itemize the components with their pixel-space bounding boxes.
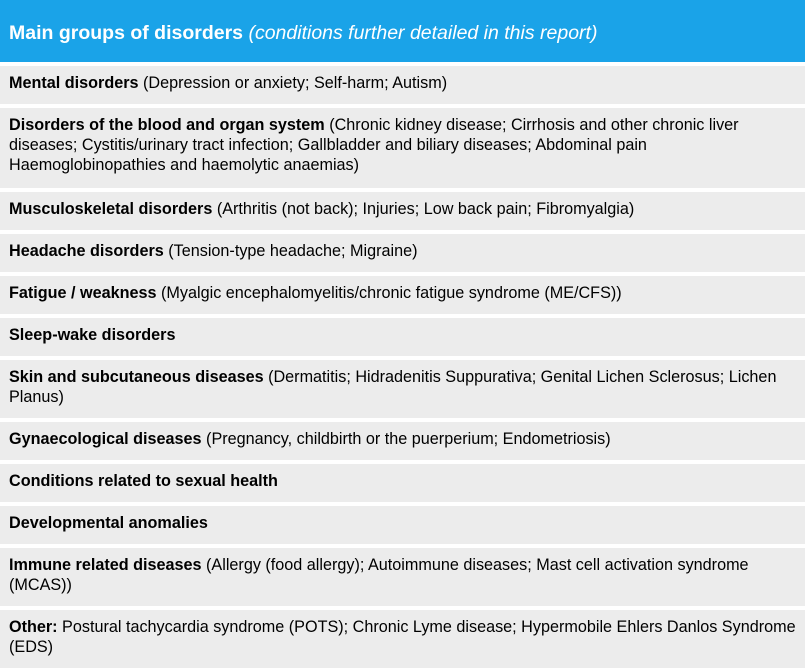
row-detail: (Chronic kidney disease; Cirrhosis and other chronic liver diseases; Cystitis/urinary tract infection; Gallbladder and biliary diseases; Abdominal pain Haemoglobinopathies and haemolytic anaemias)	[9, 116, 739, 174]
row-name: Fatigue / weakness	[9, 284, 157, 302]
table-row	[0, 230, 805, 272]
header-subtitle: (conditions further detailed in this report)	[248, 22, 598, 44]
row-name: Gynaecological diseases	[9, 430, 202, 448]
row-name: Mental disorders	[9, 74, 139, 92]
table-row	[0, 188, 805, 230]
row-detail: (Pregnancy, childbirth or the puerperium; Endometriosis)	[201, 430, 611, 448]
row-name: Conditions related to sexual health	[9, 472, 278, 490]
table-row	[0, 460, 805, 502]
row-detail: (Myalgic encephalomyelitis/chronic fatigue syndrome (ME/CFS))	[156, 284, 622, 302]
table-row	[0, 606, 805, 668]
row-detail: (Allergy (food allergy); Autoimmune diseases; Mast cell activation syndrome (MCAS))	[9, 556, 749, 594]
table-row	[0, 314, 805, 356]
row-name: Developmental anomalies	[9, 514, 208, 532]
row-detail: (Depression or anxiety; Self-harm; Autism)	[138, 74, 448, 92]
row-detail: Postural tachycardia syndrome (POTS); Chronic Lyme disease; Hypermobile Ehlers Danlos Syndrome (EDS)	[9, 618, 796, 656]
header-title: Main groups of disorders	[9, 22, 244, 44]
table-row	[0, 544, 805, 606]
row-detail: (Tension-type headache; Migraine)	[163, 242, 418, 260]
row-detail: (Dermatitis; Hidradenitis Suppurativa; Genital Lichen Sclerosus; Lichen Planus)	[9, 368, 777, 406]
row-detail: (Arthritis (not back); Injuries; Low back pain; Fibromyalgia)	[212, 200, 635, 218]
table-row	[0, 502, 805, 544]
table-row	[0, 62, 805, 104]
row-name: Headache disorders	[9, 242, 164, 260]
table-row	[0, 104, 805, 188]
table-header	[0, 0, 805, 62]
row-name: Skin and subcutaneous diseases	[9, 368, 264, 386]
row-name: Disorders of the blood and organ system	[9, 116, 325, 134]
table-row	[0, 356, 805, 418]
row-name: Sleep-wake disorders	[9, 326, 176, 344]
table-row	[0, 418, 805, 460]
row-name: Other:	[9, 618, 58, 636]
row-name: Immune related diseases	[9, 556, 202, 574]
table-row	[0, 272, 805, 314]
row-name: Musculoskeletal disorders	[9, 200, 213, 218]
